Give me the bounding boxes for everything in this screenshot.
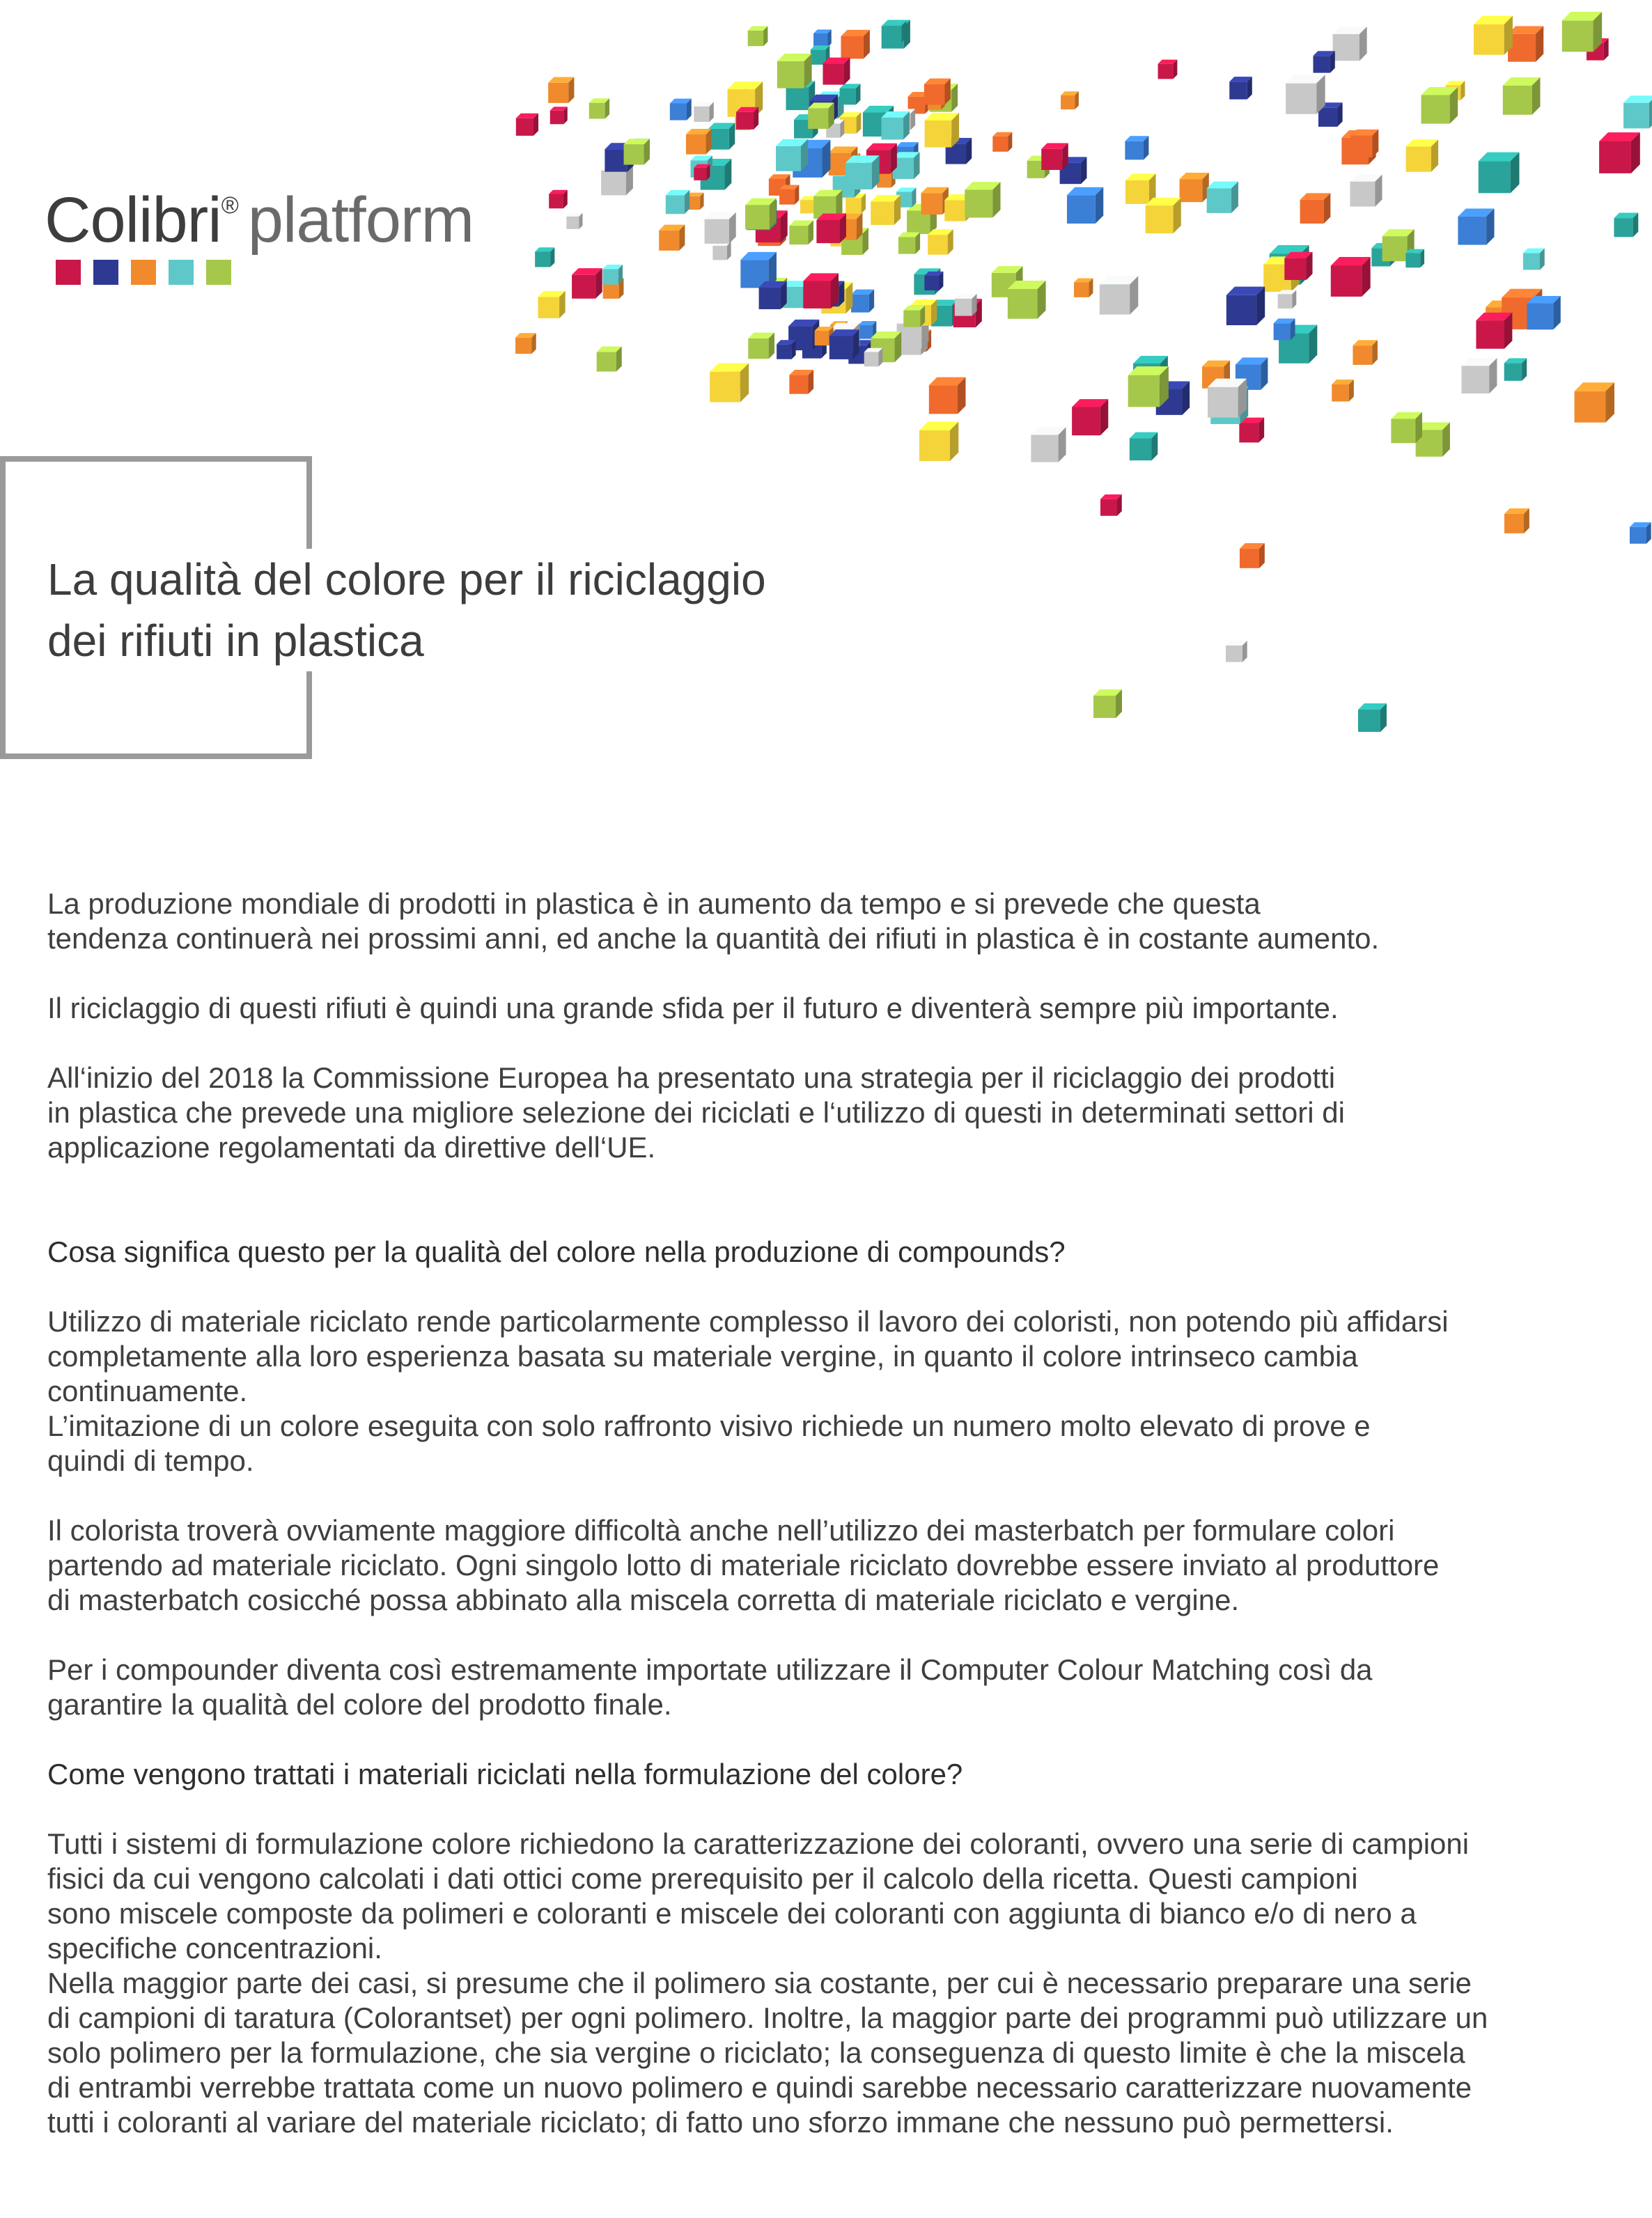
decorative-cube <box>841 30 869 58</box>
decorative-cube <box>745 198 777 230</box>
decorative-cube <box>1286 75 1325 114</box>
decorative-cube <box>1226 287 1265 325</box>
decorative-cube <box>965 182 1000 217</box>
decorative-cube <box>516 114 538 136</box>
decorative-cube <box>1125 136 1148 159</box>
decorative-cube <box>789 220 813 244</box>
decorative-cube <box>1240 543 1265 568</box>
decorative-cube <box>1041 143 1068 170</box>
decorative-cube <box>919 422 958 461</box>
section1-paragraph-2: Il colorista troverà ovviamente maggiore difficoltà anche nell’utilizzo dei masterbatch per formulare colori partendo ad materiale riciclato. Ogni singolo lotto di materiale riciclato dovrebbe essere inviato al produttore di masterbatch cosicché possa abbinato alla miscela corretta di materiale riciclato e vergine. <box>47 1514 1440 1616</box>
decorative-cube <box>1229 77 1252 100</box>
decorative-cube <box>1100 494 1122 516</box>
decorative-cube <box>1207 182 1238 213</box>
decorative-cube <box>777 54 812 88</box>
decorative-cube <box>840 84 861 104</box>
decorative-cube <box>864 348 883 367</box>
decorative-cube <box>1130 432 1158 461</box>
decorative-cube <box>538 291 565 318</box>
decorative-cube <box>1031 427 1066 462</box>
decorative-cube <box>686 129 712 155</box>
decorative-cube <box>708 123 735 149</box>
decorative-cube <box>1461 358 1497 393</box>
decorative-cube <box>1180 173 1209 202</box>
decorative-cube <box>712 242 731 260</box>
decorative-cube <box>851 290 874 313</box>
decorative-cube <box>1146 198 1181 233</box>
decorative-cube <box>881 111 909 139</box>
logo-color-square <box>206 260 231 285</box>
decorative-cube <box>1158 60 1178 79</box>
decorative-cube <box>1208 379 1247 418</box>
intro-paragraph-3: All‘inizio del 2018 la Commissione Europea ha presentato una strategia per il riciclaggio dei prodotti in plastica che prevede una migliore selezione dei riciclati e l‘utilizzo di questi in determinati settori di applicazione regolamentati da direttive dell‘UE. <box>47 1061 1345 1164</box>
decorative-cube <box>550 107 568 124</box>
page-title: La qualità del colore per il riciclaggio dei rifiuti in plastica <box>47 549 773 671</box>
decorative-cube <box>816 214 846 244</box>
decorative-cube <box>1284 252 1312 280</box>
decorative-cube <box>1239 418 1264 443</box>
decorative-cube <box>776 139 808 171</box>
intro-paragraph-2: Il riciclaggio di questi rifiuti è quindi una grande sfida per il futuro e diventerà sempre più importante. <box>47 992 1339 1024</box>
decorative-cube <box>1226 641 1247 662</box>
decorative-cube <box>992 132 1012 152</box>
decorative-cube <box>1067 187 1103 224</box>
decorative-cube <box>1274 318 1295 340</box>
section-heading-1: Cosa significa questo per la qualità del colore nella produzione di compounds? <box>47 1235 1066 1268</box>
decorative-cube <box>624 139 650 164</box>
decorative-cube <box>1125 173 1156 204</box>
document-body <box>47 887 1607 2175</box>
decorative-cube <box>710 364 749 403</box>
decorative-cube <box>829 329 859 359</box>
decorative-cube <box>823 58 850 85</box>
decorative-cube <box>1331 257 1371 297</box>
decorative-cube <box>549 190 568 209</box>
decorative-cube <box>846 155 880 189</box>
decorative-cube <box>1474 16 1513 55</box>
decorative-cube <box>736 107 758 130</box>
colibri-logo <box>45 185 474 256</box>
decorative-cube <box>548 77 574 103</box>
decorative-cube <box>929 377 966 414</box>
decorative-cube <box>928 229 953 255</box>
decorative-cube <box>779 185 799 204</box>
decorative-cube <box>515 333 536 354</box>
section-heading-2: Come vengono trattati i materiali riciclati nella formulazione del colore? <box>47 1758 963 1790</box>
decorative-cube <box>1614 213 1638 237</box>
decorative-cube <box>1350 175 1382 207</box>
decorative-cube <box>1391 412 1422 444</box>
decorative-cube <box>1623 95 1652 128</box>
decorative-cube <box>566 213 582 229</box>
logo-brand: Colibri <box>45 185 221 256</box>
decorative-cube <box>666 190 689 214</box>
decorative-cube <box>1599 132 1640 173</box>
decorative-cube <box>813 29 832 47</box>
logo-product: platform <box>247 185 474 256</box>
decorative-cube <box>1358 703 1387 732</box>
logo-registered-mark: ® <box>221 192 238 219</box>
decorative-cube <box>1313 51 1334 72</box>
decorative-cube <box>1630 522 1651 544</box>
section1-paragraph-3: Per i compounder diventa così estremamente importate utilizzare il Computer Colour Matching così da garantire la qualità del colore del prodotto finale. <box>47 1653 1373 1721</box>
decorative-cube <box>1503 77 1541 115</box>
decorative-cube <box>1575 382 1614 422</box>
decorative-cube <box>1278 290 1297 309</box>
decorative-cube <box>535 247 554 267</box>
decorative-cube <box>1562 12 1602 52</box>
decorative-cube <box>924 272 943 290</box>
decorative-cube <box>1476 313 1512 349</box>
decorative-cube <box>1074 279 1093 297</box>
decorative-cube <box>1128 366 1169 407</box>
decorative-cube <box>1523 249 1545 270</box>
decorative-cube <box>955 294 977 316</box>
decorative-cube <box>1061 91 1079 109</box>
decorative-cube <box>1300 193 1331 224</box>
decorative-cube <box>924 79 951 105</box>
decorative-cube <box>694 164 710 180</box>
decorative-cube <box>1093 689 1122 718</box>
decorative-cube <box>1405 249 1424 268</box>
decorative-cube <box>659 225 685 251</box>
decorative-cube <box>572 268 602 299</box>
decorative-cube <box>597 346 622 371</box>
decorative-cube <box>602 265 623 285</box>
decorative-cube <box>694 102 713 122</box>
section2-paragraph-1: Tutti i sistemi di formulazione colore richiedono la caratterizzazione dei coloranti, ovvero una serie di campioni fisici da cui vengono calcolati i dati ottici come prerequisito per il calcolo della ricetta. Questi campioni sono miscele composte da polimeri e coloranti e miscele dei coloranti con aggiunta di bianco e/o di nero a specifiche concentrazioni. Nella maggior parte dei casi, si presume che il polimero sia costante, per cui è necessario preparare una serie di campioni di taratura (Colorantset) per ogni polimero. Inoltre, la maggior parte dei programmi può utilizzare un solo polimero per la formulazione, che sia vergine o riciclato; la conseguenza di questo limite è che la miscela di entrambi verrebbe trattata come un nuovo polimero e quindi sarebbe necessario caratterizzare nuovamente tutti i coloranti al variare del materiale riciclato; di fatto uno sforzo immane che nessuno può permettersi. <box>47 1827 1488 2139</box>
decorative-cube <box>1350 130 1378 157</box>
decorative-cube <box>871 195 901 225</box>
decorative-cube <box>885 21 907 42</box>
decorative-cube <box>808 102 834 129</box>
decorative-cube <box>1527 296 1560 329</box>
decorative-cube <box>759 281 787 309</box>
decorative-cube <box>1333 26 1367 61</box>
decorative-cube <box>1479 153 1520 194</box>
logo-color-square <box>56 260 81 285</box>
decorative-cube <box>903 306 925 327</box>
decorative-cube <box>670 99 692 120</box>
decorative-cube <box>1406 139 1438 171</box>
decorative-cube <box>1504 358 1527 381</box>
decorative-cube <box>777 340 795 359</box>
decorative-cube <box>748 333 774 359</box>
section1-paragraph-1: Utilizzo di materiale riciclato rende particolarmente complesso il lavoro dei coloristi, non potendo più affidarsi completamente alla loro esperienza basata su materiale vergine, in quanto il colore intrinseco cambia continuamente. L’imitazione di un colore eseguita con solo raffronto visivo richiede un numero molto elevato di prove e quindi di tempo. <box>47 1305 1449 1477</box>
intro-paragraph-1: La produzione mondiale di prodotti in plastica è in aumento da tempo e si prevede che questa tendenza continuerà nei prossimi anni, ed anche la quantità dei rifiuti in plastica è in costante aumento. <box>47 887 1380 955</box>
decorative-cube <box>921 187 949 214</box>
decorative-cube <box>898 233 920 254</box>
decorative-cube <box>1332 380 1354 402</box>
decorative-cube <box>803 273 839 309</box>
decorative-cube <box>789 370 813 394</box>
logo-color-square <box>131 260 156 285</box>
decorative-cube <box>1508 26 1543 62</box>
decorative-cube <box>1072 399 1108 435</box>
decorative-cube <box>1504 508 1529 533</box>
logo-color-square <box>93 260 118 285</box>
decorative-cube <box>1353 340 1377 364</box>
decorative-cube <box>705 212 736 244</box>
decorative-cube <box>589 98 609 118</box>
decorative-cube <box>748 26 768 47</box>
decorative-cube <box>1008 281 1046 319</box>
decorative-cube <box>1421 87 1458 124</box>
decorative-cube <box>1458 209 1494 245</box>
decorative-cube <box>1100 276 1138 314</box>
logo-color-square <box>169 260 194 285</box>
decorative-cube <box>925 113 959 147</box>
